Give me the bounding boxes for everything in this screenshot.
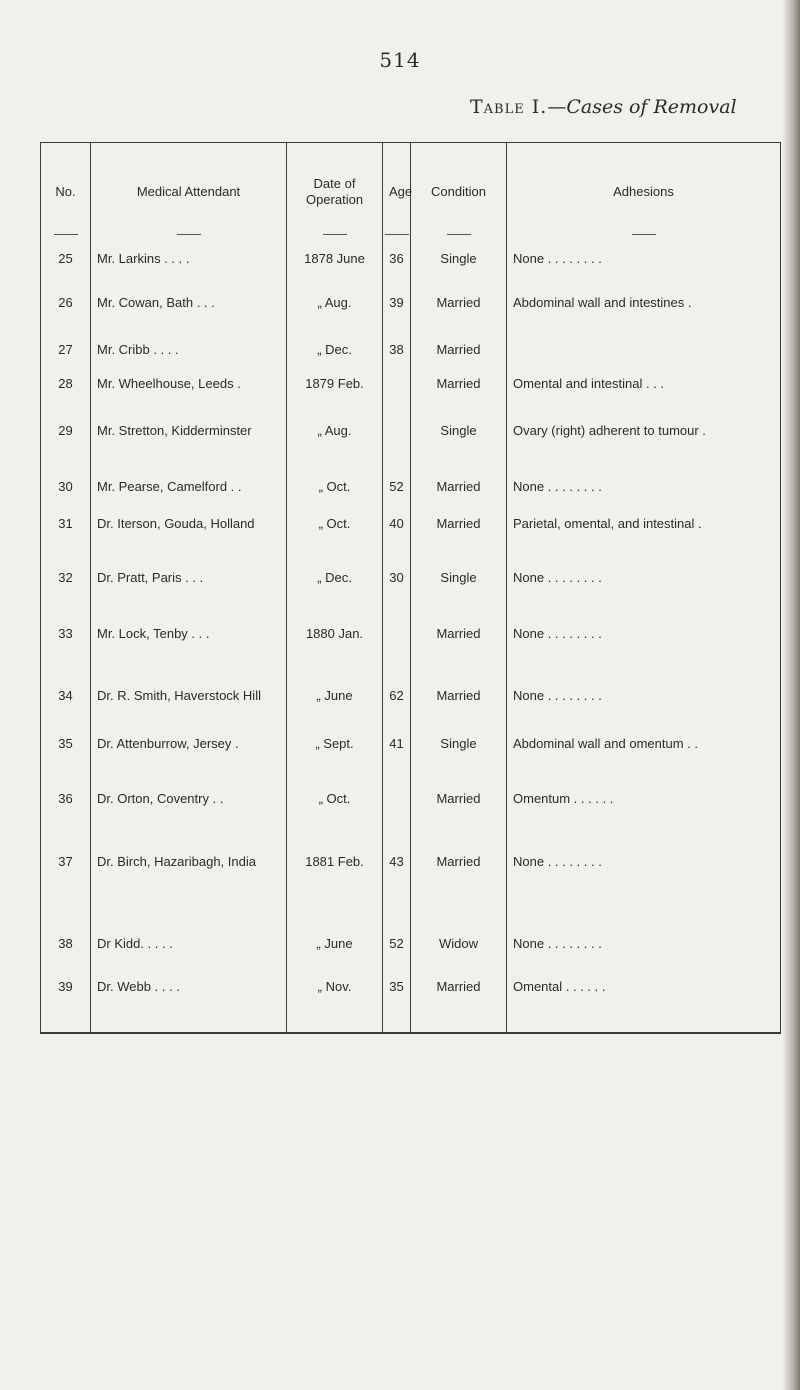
cell-date: „ Oct. — [287, 781, 383, 844]
cell-date: „ Nov. — [287, 969, 383, 1033]
cell-condition: Single — [411, 413, 507, 469]
cell-condition: Married — [411, 678, 507, 726]
cell-condition: Married — [411, 332, 507, 366]
cell-attendant: Mr. Wheelhouse, Leeds . — [91, 366, 287, 413]
cell-date: „ Sept. — [287, 726, 383, 781]
cell-adhesions: None . . . . . . . . — [507, 678, 781, 726]
cell-attendant: Dr. Pratt, Paris . . . — [91, 560, 287, 616]
cell-condition: Single — [411, 726, 507, 781]
cell-adhesions: None . . . . . . . . — [507, 560, 781, 616]
cell-no: 34 — [41, 678, 91, 726]
cell-no: 26 — [41, 285, 91, 332]
cell-condition: Married — [411, 969, 507, 1033]
cell-date: 1879 Feb. — [287, 366, 383, 413]
cell-date: 1878 June — [287, 241, 383, 285]
header-no: No. — [41, 143, 91, 242]
cell-age: 30 — [383, 560, 411, 616]
cell-age — [383, 616, 411, 678]
cell-adhesions: Parietal, omental, and intestinal . — [507, 506, 781, 560]
cell-age: 38 — [383, 332, 411, 366]
cell-condition: Married — [411, 506, 507, 560]
table-caption-title: —Cases of Removal — [547, 96, 737, 118]
cell-adhesions: Omentum . . . . . . — [507, 781, 781, 844]
cell-date: „ June — [287, 926, 383, 969]
table-caption — [470, 96, 737, 118]
table-row — [41, 726, 781, 781]
table-row — [41, 781, 781, 844]
cell-no: 28 — [41, 366, 91, 413]
cell-attendant: Dr Kidd. . . . . — [91, 926, 287, 969]
cell-condition: Single — [411, 560, 507, 616]
table-row — [41, 560, 781, 616]
cell-no: 27 — [41, 332, 91, 366]
cell-no: 29 — [41, 413, 91, 469]
cell-attendant: Dr. Birch, Hazaribagh, India — [91, 844, 287, 926]
cell-condition: Married — [411, 366, 507, 413]
cell-attendant: Mr. Cribb . . . . — [91, 332, 287, 366]
table-caption-label: Table I. — [470, 96, 548, 118]
header-condition: Condition — [411, 143, 507, 242]
cell-age: 36 — [383, 241, 411, 285]
cell-adhesions — [507, 332, 781, 366]
cell-adhesions: None . . . . . . . . — [507, 616, 781, 678]
cell-adhesions: Ovary (right) adherent to tumour . — [507, 413, 781, 469]
cell-attendant: Mr. Cowan, Bath . . . — [91, 285, 287, 332]
cell-adhesions: None . . . . . . . . — [507, 241, 781, 285]
header-age: Age — [383, 143, 411, 242]
cell-no: 38 — [41, 926, 91, 969]
cell-attendant: Dr. Iterson, Gouda, Holland — [91, 506, 287, 560]
cell-date: „ June — [287, 678, 383, 726]
table-row — [41, 413, 781, 469]
page-number: 514 — [379, 48, 421, 72]
table-row — [41, 506, 781, 560]
header-date: Date of Operation — [287, 143, 383, 242]
cell-adhesions: None . . . . . . . . — [507, 844, 781, 926]
page-edge-shadow — [782, 0, 800, 1390]
table-row — [41, 969, 781, 1033]
cell-date: „ Dec. — [287, 560, 383, 616]
cell-age: 52 — [383, 926, 411, 969]
cell-attendant: Dr. Attenburrow, Jersey . — [91, 726, 287, 781]
cell-condition: Married — [411, 844, 507, 926]
cell-age — [383, 366, 411, 413]
cell-no: 39 — [41, 969, 91, 1033]
cell-adhesions: Omental . . . . . . — [507, 969, 781, 1033]
cell-attendant: Dr. Webb . . . . — [91, 969, 287, 1033]
table-header-row — [41, 143, 781, 242]
cell-date: „ Oct. — [287, 469, 383, 506]
cases-table — [40, 142, 781, 1034]
cell-no: 36 — [41, 781, 91, 844]
cell-age: 41 — [383, 726, 411, 781]
cell-age — [383, 781, 411, 844]
cell-condition: Married — [411, 616, 507, 678]
cell-adhesions: Omental and intestinal . . . — [507, 366, 781, 413]
header-adhesions: Adhesions — [507, 143, 781, 242]
cell-age: 39 — [383, 285, 411, 332]
cell-age: 62 — [383, 678, 411, 726]
table-row — [41, 366, 781, 413]
cell-attendant: Mr. Larkins . . . . — [91, 241, 287, 285]
cell-no: 33 — [41, 616, 91, 678]
cell-date: 1880 Jan. — [287, 616, 383, 678]
cell-date: „ Oct. — [287, 506, 383, 560]
cell-age — [383, 413, 411, 469]
cell-date: „ Aug. — [287, 413, 383, 469]
cell-attendant: Dr. Orton, Coventry . . — [91, 781, 287, 844]
cell-attendant: Mr. Stretton, Kidderminster — [91, 413, 287, 469]
table-row — [41, 926, 781, 969]
cell-date: „ Dec. — [287, 332, 383, 366]
cell-adhesions: None . . . . . . . . — [507, 926, 781, 969]
cell-attendant: Dr. R. Smith, Haverstock Hill — [91, 678, 287, 726]
cell-no: 37 — [41, 844, 91, 926]
cell-adhesions: None . . . . . . . . — [507, 469, 781, 506]
cell-condition: Married — [411, 781, 507, 844]
cell-no: 30 — [41, 469, 91, 506]
cell-attendant: Mr. Pearse, Camelford . . — [91, 469, 287, 506]
table-row — [41, 469, 781, 506]
table-row — [41, 616, 781, 678]
cell-condition: Married — [411, 285, 507, 332]
cell-no: 35 — [41, 726, 91, 781]
cell-date: „ Aug. — [287, 285, 383, 332]
cell-date: 1881 Feb. — [287, 844, 383, 926]
table-row — [41, 332, 781, 366]
cell-condition: Widow — [411, 926, 507, 969]
cell-no: 25 — [41, 241, 91, 285]
cell-no: 31 — [41, 506, 91, 560]
cell-adhesions: Abdominal wall and omentum . . — [507, 726, 781, 781]
cell-condition: Married — [411, 469, 507, 506]
table-row — [41, 285, 781, 332]
table-row — [41, 678, 781, 726]
cell-no: 32 — [41, 560, 91, 616]
cell-age: 35 — [383, 969, 411, 1033]
cell-condition: Single — [411, 241, 507, 285]
cell-age: 52 — [383, 469, 411, 506]
cell-age: 40 — [383, 506, 411, 560]
cell-age: 43 — [383, 844, 411, 926]
table-row — [41, 844, 781, 926]
cell-adhesions: Abdominal wall and intestines . — [507, 285, 781, 332]
header-attendant: Medical Attendant — [91, 143, 287, 242]
table-row — [41, 241, 781, 285]
cell-attendant: Mr. Lock, Tenby . . . — [91, 616, 287, 678]
